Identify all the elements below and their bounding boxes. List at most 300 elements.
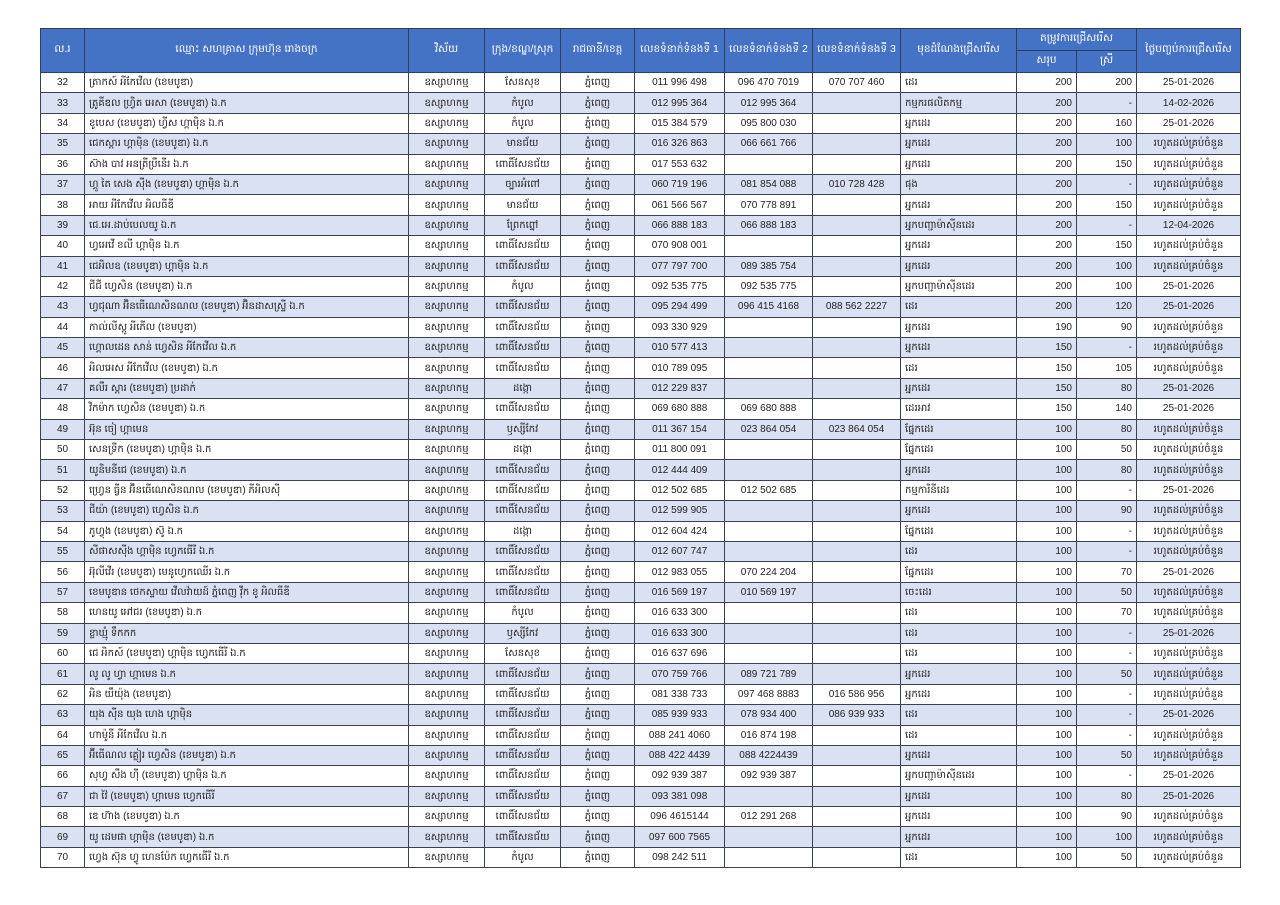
position-cell: ផុង xyxy=(901,174,1017,194)
phone-1-cell: 070 908 001 xyxy=(635,236,725,256)
deadline-cell: រហូតដល់គ្រប់ចំនួន xyxy=(1137,745,1241,765)
sector-cell: ឧស្សាហកម្ម xyxy=(409,562,485,582)
district-cell: ឫស្សីកែវ xyxy=(485,419,561,439)
province-cell: ភ្នំពេញ xyxy=(561,582,635,602)
phone-1-cell: 092 939 387 xyxy=(635,766,725,786)
table-row xyxy=(41,358,1241,378)
company-name-cell: អាយ អីកែវើល អិលធីឌី xyxy=(85,195,409,215)
female-needed-cell: 70 xyxy=(1077,603,1137,623)
phone-3-cell xyxy=(813,766,901,786)
phone-2-cell: 066 661 766 xyxy=(725,134,813,154)
row-number-cell: 48 xyxy=(41,399,85,419)
table-row xyxy=(41,256,1241,276)
row-number-cell: 70 xyxy=(41,847,85,867)
phone-2-cell: 070 778 891 xyxy=(725,195,813,215)
phone-2-cell xyxy=(725,643,813,663)
phone-2-cell xyxy=(725,460,813,480)
sector-cell: ឧស្សាហកម្ម xyxy=(409,582,485,602)
phone-2-cell xyxy=(725,786,813,806)
company-name-cell: ហ្គោលដេន សាន់ ហ្វេសិន អីកែវើល ឯ.ក xyxy=(85,338,409,358)
deadline-cell: រហូតដល់គ្រប់ចំនួន xyxy=(1137,419,1241,439)
company-name-cell: ជីជី ហ្វេសិន (ខេមបូឌា) ឯ.ក xyxy=(85,276,409,296)
sector-cell: ឧស្សាហកម្ម xyxy=(409,501,485,521)
position-cell: ផ្នែកដេរ xyxy=(901,419,1017,439)
total-needed-cell: 100 xyxy=(1017,725,1077,745)
total-needed-cell: 200 xyxy=(1017,276,1077,296)
female-needed-cell: 50 xyxy=(1077,664,1137,684)
position-cell: ដេរ xyxy=(901,643,1017,663)
row-number-cell: 38 xyxy=(41,195,85,215)
district-cell: មានជ័យ xyxy=(485,134,561,154)
province-cell: ភ្នំពេញ xyxy=(561,623,635,643)
total-needed-cell: 200 xyxy=(1017,236,1077,256)
table-row xyxy=(41,297,1241,317)
deadline-cell: រហូតដល់គ្រប់ចំនួន xyxy=(1137,807,1241,827)
female-needed-cell: 50 xyxy=(1077,745,1137,765)
total-needed-cell: 100 xyxy=(1017,460,1077,480)
row-number-cell: 59 xyxy=(41,623,85,643)
position-cell: អ្នកដេរ xyxy=(901,807,1017,827)
header-position: មុខដំណែងជ្រើសរើស xyxy=(901,29,1017,73)
position-cell: អ្នកដេរ xyxy=(901,378,1017,398)
province-cell: ភ្នំពេញ xyxy=(561,501,635,521)
total-needed-cell: 100 xyxy=(1017,643,1077,663)
row-number-cell: 65 xyxy=(41,745,85,765)
phone-2-cell: 096 415 4168 xyxy=(725,297,813,317)
phone-3-cell xyxy=(813,807,901,827)
position-cell: អ្នកដេរ xyxy=(901,664,1017,684)
company-name-cell: ហ្វេង ស៊ុន ហ្វូ ហេនប៉ែក ហ្វេកធើរី ឯ.ក xyxy=(85,847,409,867)
province-cell: ភ្នំពេញ xyxy=(561,317,635,337)
sector-cell: ឧស្សាហកម្ម xyxy=(409,297,485,317)
district-cell: ពោធិ៍សែនជ័យ xyxy=(485,460,561,480)
company-name-cell: ស៊ាង បាវ អនត្រីប្រឺនើរ ឯ.ក xyxy=(85,154,409,174)
phone-1-cell: 012 444 409 xyxy=(635,460,725,480)
company-name-cell: យុង ស៊ីន យុង ហេង ហ្គាម៉ិន xyxy=(85,705,409,725)
female-needed-cell: 90 xyxy=(1077,807,1137,827)
district-cell: ពោធិ៍សែនជ័យ xyxy=(485,480,561,500)
sector-cell: ឧស្សាហកម្ម xyxy=(409,338,485,358)
row-number-cell: 33 xyxy=(41,93,85,113)
sector-cell: ឧស្សាហកម្ម xyxy=(409,684,485,704)
phone-1-cell: 015 384 579 xyxy=(635,113,725,133)
row-number-cell: 50 xyxy=(41,440,85,460)
position-cell: អ្នកដេរ xyxy=(901,195,1017,215)
phone-3-cell xyxy=(813,562,901,582)
phone-3-cell xyxy=(813,847,901,867)
position-cell: ដេរអាវ xyxy=(901,399,1017,419)
position-cell: កម្មករផលិតកម្ម xyxy=(901,93,1017,113)
phone-1-cell: 012 604 424 xyxy=(635,521,725,541)
phone-2-cell: 078 934 400 xyxy=(725,705,813,725)
phone-3-cell xyxy=(813,501,901,521)
sector-cell: ឧស្សាហកម្ម xyxy=(409,807,485,827)
phone-2-cell: 012 502 685 xyxy=(725,480,813,500)
phone-3-cell xyxy=(813,827,901,847)
deadline-cell: រហូតដល់គ្រប់ចំនួន xyxy=(1137,725,1241,745)
district-cell: ពោធិ៍សែនជ័យ xyxy=(485,154,561,174)
female-needed-cell: - xyxy=(1077,521,1137,541)
female-needed-cell: - xyxy=(1077,541,1137,561)
phone-2-cell xyxy=(725,317,813,337)
row-number-cell: 51 xyxy=(41,460,85,480)
province-cell: ភ្នំពេញ xyxy=(561,847,635,867)
row-number-cell: 42 xyxy=(41,276,85,296)
deadline-cell: រហូតដល់គ្រប់ចំនួន xyxy=(1137,134,1241,154)
sector-cell: ឧស្សាហកម្ម xyxy=(409,93,485,113)
district-cell: ដង្កោ xyxy=(485,440,561,460)
position-cell: អ្នកបញ្ជាម៉ាស៊ីនដេរ xyxy=(901,766,1017,786)
phone-1-cell: 016 633 300 xyxy=(635,623,725,643)
phone-1-cell: 092 535 775 xyxy=(635,276,725,296)
phone-1-cell: 093 330 929 xyxy=(635,317,725,337)
phone-1-cell: 093 381 098 xyxy=(635,786,725,806)
row-number-cell: 61 xyxy=(41,664,85,684)
deadline-cell: រហូតដល់គ្រប់ចំនួន xyxy=(1137,256,1241,276)
table-row xyxy=(41,93,1241,113)
sector-cell: ឧស្សាហកម្ម xyxy=(409,745,485,765)
female-needed-cell: 100 xyxy=(1077,134,1137,154)
district-cell: មានជ័យ xyxy=(485,195,561,215)
table-row xyxy=(41,603,1241,623)
district-cell: ពោធិ៍សែនជ័យ xyxy=(485,541,561,561)
company-name-cell: យូ ដេមផា ហ្គាម៉ិន (ខេមបូឌា) ឯ.ក xyxy=(85,827,409,847)
province-cell: ភ្នំពេញ xyxy=(561,113,635,133)
table-row xyxy=(41,174,1241,194)
sector-cell: ឧស្សាហកម្ម xyxy=(409,378,485,398)
header-deadline: ថ្ងៃបញ្ចប់ការជ្រើសរើស xyxy=(1137,29,1241,73)
total-needed-cell: 200 xyxy=(1017,113,1077,133)
row-number-cell: 45 xyxy=(41,338,85,358)
company-name-cell: ខេមបូឌាន ថេកស្ទាយ វើលវ៉ាយដ៍ ភ្នំពេញ វ៉ីក ខូ អិលធីឌី xyxy=(85,582,409,602)
deadline-cell: រហូតដល់គ្រប់ចំនួន xyxy=(1137,684,1241,704)
table-row xyxy=(41,154,1241,174)
female-needed-cell: 90 xyxy=(1077,501,1137,521)
phone-3-cell xyxy=(813,154,901,174)
phone-2-cell: 081 854 088 xyxy=(725,174,813,194)
table-row xyxy=(41,236,1241,256)
table-row xyxy=(41,562,1241,582)
table-row xyxy=(41,460,1241,480)
phone-1-cell: 011 367 154 xyxy=(635,419,725,439)
company-name-cell: ខូបេស (ខេមបូឌា) ហ្វីស ហ្គាម៉ិន ឯ.ក xyxy=(85,113,409,133)
total-needed-cell: 100 xyxy=(1017,623,1077,643)
sector-cell: ឧស្សាហកម្ម xyxy=(409,134,485,154)
phone-3-cell xyxy=(813,358,901,378)
position-cell: ផ្នែកដេរ xyxy=(901,440,1017,460)
phone-2-cell: 096 470 7019 xyxy=(725,73,813,93)
deadline-cell: រហូតដល់គ្រប់ចំនួន xyxy=(1137,643,1241,663)
phone-2-cell: 097 468 8883 xyxy=(725,684,813,704)
total-needed-cell: 150 xyxy=(1017,378,1077,398)
sector-cell: ឧស្សាហកម្ម xyxy=(409,460,485,480)
district-cell: ពោធិ៍សែនជ័យ xyxy=(485,297,561,317)
phone-3-cell xyxy=(813,378,901,398)
recruitment-table xyxy=(40,28,1241,868)
phone-2-cell: 089 385 754 xyxy=(725,256,813,276)
female-needed-cell: 90 xyxy=(1077,317,1137,337)
district-cell: ពោធិ៍សែនជ័យ xyxy=(485,562,561,582)
phone-1-cell: 010 789 095 xyxy=(635,358,725,378)
phone-1-cell: 012 983 055 xyxy=(635,562,725,582)
position-cell: អ្នកដេរ xyxy=(901,501,1017,521)
province-cell: ភ្នំពេញ xyxy=(561,134,635,154)
province-cell: ភ្នំពេញ xyxy=(561,440,635,460)
phone-1-cell: 012 502 685 xyxy=(635,480,725,500)
deadline-cell: 25-01-2026 xyxy=(1137,378,1241,398)
district-cell: ពោធិ៍សែនជ័យ xyxy=(485,582,561,602)
district-cell: ពោធិ៍សែនជ័យ xyxy=(485,827,561,847)
deadline-cell: រហូតដល់គ្រប់ចំនួន xyxy=(1137,317,1241,337)
sector-cell: ឧស្សាហកម្ម xyxy=(409,174,485,194)
company-name-cell: ត្រាកស៍ អីកែវើល (ខេមបូឌា) xyxy=(85,73,409,93)
total-needed-cell: 100 xyxy=(1017,705,1077,725)
table-row xyxy=(41,786,1241,806)
phone-2-cell xyxy=(725,378,813,398)
female-needed-cell: 160 xyxy=(1077,113,1137,133)
position-cell: អ្នកដេរ xyxy=(901,154,1017,174)
deadline-cell: រហូតដល់គ្រប់ចំនួន xyxy=(1137,174,1241,194)
female-needed-cell: 80 xyxy=(1077,419,1137,439)
phone-1-cell: 069 680 888 xyxy=(635,399,725,419)
phone-2-cell xyxy=(725,236,813,256)
district-cell: ពោធិ៍សែនជ័យ xyxy=(485,338,561,358)
district-cell: កំបូល xyxy=(485,113,561,133)
province-cell: ភ្នំពេញ xyxy=(561,643,635,663)
company-name-cell: អិន យឹយ៉ុង (ខេមបូឌា) xyxy=(85,684,409,704)
total-needed-cell: 100 xyxy=(1017,501,1077,521)
company-name-cell: យូនិមនីជេ (ខេមបូឌា) ឯ.ក xyxy=(85,460,409,480)
table-row xyxy=(41,134,1241,154)
sector-cell: ឧស្សាហកម្ម xyxy=(409,154,485,174)
company-name-cell: ជា វ៉ៃ (ខេមបូឌា) ហ្គាមេន ហ្វេកធើរី xyxy=(85,786,409,806)
phone-1-cell: 010 577 413 xyxy=(635,338,725,358)
phone-3-cell xyxy=(813,460,901,480)
district-cell: ពោធិ៍សែនជ័យ xyxy=(485,317,561,337)
phone-1-cell: 061 566 567 xyxy=(635,195,725,215)
company-name-cell: ហ្វជុណា អ៊ិនធើណេសិនណល (ខេមបូឌា) អ៊ិនដាសស្រ្ទី ឯ.ក xyxy=(85,297,409,317)
table-row xyxy=(41,215,1241,235)
phone-2-cell xyxy=(725,501,813,521)
sector-cell: ឧស្សាហកម្ម xyxy=(409,643,485,663)
deadline-cell: 25-01-2026 xyxy=(1137,766,1241,786)
phone-3-cell xyxy=(813,236,901,256)
sector-cell: ឧស្សាហកម្ម xyxy=(409,73,485,93)
position-cell: ដេរ xyxy=(901,541,1017,561)
deadline-cell: 25-01-2026 xyxy=(1137,399,1241,419)
province-cell: ភ្នំពេញ xyxy=(561,664,635,684)
header-sector: វិស័យ xyxy=(409,29,485,73)
female-needed-cell: - xyxy=(1077,725,1137,745)
table-row xyxy=(41,827,1241,847)
phone-3-cell xyxy=(813,623,901,643)
header-district: ក្រុង/ខណ្ឌ/ស្រុក xyxy=(485,29,561,73)
position-cell: អ្នកដេរ xyxy=(901,317,1017,337)
row-number-cell: 54 xyxy=(41,521,85,541)
province-cell: ភ្នំពេញ xyxy=(561,807,635,827)
deadline-cell: 25-01-2026 xyxy=(1137,705,1241,725)
phone-3-cell xyxy=(813,664,901,684)
row-number-cell: 60 xyxy=(41,643,85,663)
company-name-cell: សីផាសស៊ីង ហ្គាម៉ិន ហ្វេកធើរី ឯ.ក xyxy=(85,541,409,561)
province-cell: ភ្នំពេញ xyxy=(561,766,635,786)
phone-3-cell xyxy=(813,93,901,113)
phone-3-cell xyxy=(813,582,901,602)
total-needed-cell: 100 xyxy=(1017,664,1077,684)
female-needed-cell: - xyxy=(1077,215,1137,235)
deadline-cell: រហូតដល់គ្រប់ចំនួន xyxy=(1137,847,1241,867)
position-cell: អ្នកដេរ xyxy=(901,460,1017,480)
table-row xyxy=(41,73,1241,93)
deadline-cell: 25-01-2026 xyxy=(1137,113,1241,133)
total-needed-cell: 200 xyxy=(1017,195,1077,215)
female-needed-cell: 70 xyxy=(1077,562,1137,582)
female-needed-cell: - xyxy=(1077,338,1137,358)
company-name-cell: អិលអេស អីកែវើល (ខេមបូឌា) ឯ.ក xyxy=(85,358,409,378)
total-needed-cell: 100 xyxy=(1017,603,1077,623)
company-name-cell: ហ្គូ តៃ សេង ស៊ីង (ខេមបូឌា) ហ្គាម៉ិន ឯ.ក xyxy=(85,174,409,194)
phone-1-cell: 077 797 700 xyxy=(635,256,725,276)
phone-1-cell: 016 637 696 xyxy=(635,643,725,663)
phone-2-cell xyxy=(725,521,813,541)
phone-1-cell: 096 4615144 xyxy=(635,807,725,827)
row-number-cell: 47 xyxy=(41,378,85,398)
phone-2-cell: 092 535 775 xyxy=(725,276,813,296)
phone-2-cell: 066 888 183 xyxy=(725,215,813,235)
phone-2-cell xyxy=(725,440,813,460)
company-name-cell: ហ្វ្រេន ធ្វីន អ៊ិនធើណេសិនណល (ខេមបូឌា) ភីអិលស៊ី xyxy=(85,480,409,500)
deadline-cell: 25-01-2026 xyxy=(1137,297,1241,317)
table-row xyxy=(41,399,1241,419)
phone-1-cell: 012 607 747 xyxy=(635,541,725,561)
table-row xyxy=(41,195,1241,215)
deadline-cell: រហូតដល់គ្រប់ចំនួន xyxy=(1137,154,1241,174)
table-row xyxy=(41,807,1241,827)
row-number-cell: 32 xyxy=(41,73,85,93)
company-name-cell: ជីយ៉ា (ខេមបូឌា) ហ្វេសិន ឯ.ក xyxy=(85,501,409,521)
row-number-cell: 49 xyxy=(41,419,85,439)
total-needed-cell: 100 xyxy=(1017,541,1077,561)
province-cell: ភ្នំពេញ xyxy=(561,521,635,541)
phone-3-cell xyxy=(813,195,901,215)
position-cell: អ្នកដេរ xyxy=(901,684,1017,704)
province-cell: ភ្នំពេញ xyxy=(561,358,635,378)
phone-3-cell xyxy=(813,725,901,745)
deadline-cell: 25-01-2026 xyxy=(1137,276,1241,296)
table-row xyxy=(41,501,1241,521)
phone-2-cell xyxy=(725,154,813,174)
phone-1-cell: 085 939 933 xyxy=(635,705,725,725)
company-name-cell: អ៊ីធើណល គ្លៀរ ហ្វេសិន (ខេមបូឌា) ឯ.ក xyxy=(85,745,409,765)
phone-3-cell xyxy=(813,541,901,561)
province-cell: ភ្នំពេញ xyxy=(561,174,635,194)
phone-1-cell: 088 241 4060 xyxy=(635,725,725,745)
phone-1-cell: 012 229 837 xyxy=(635,378,725,398)
phone-3-cell: 023 864 054 xyxy=(813,419,901,439)
table-row xyxy=(41,664,1241,684)
province-cell: ភ្នំពេញ xyxy=(561,603,635,623)
total-needed-cell: 190 xyxy=(1017,317,1077,337)
position-cell: ដេរ xyxy=(901,358,1017,378)
company-name-cell: កាល់លីស្តូ អីភើល (ខេមបូឌា) xyxy=(85,317,409,337)
female-needed-cell: 120 xyxy=(1077,297,1137,317)
total-needed-cell: 200 xyxy=(1017,93,1077,113)
province-cell: ភ្នំពេញ xyxy=(561,73,635,93)
sector-cell: ឧស្សាហកម្ម xyxy=(409,276,485,296)
province-cell: ភ្នំពេញ xyxy=(561,378,635,398)
position-cell: ដេរ xyxy=(901,623,1017,643)
female-needed-cell: 150 xyxy=(1077,236,1137,256)
header-phone3: លេខទំនាក់ទំនងទី 3 xyxy=(813,29,901,73)
phone-1-cell: 011 800 091 xyxy=(635,440,725,460)
row-number-cell: 34 xyxy=(41,113,85,133)
phone-2-cell xyxy=(725,338,813,358)
total-needed-cell: 200 xyxy=(1017,73,1077,93)
table-body xyxy=(41,73,1241,868)
position-cell: អ្នកដេរ xyxy=(901,786,1017,806)
header-phone2: លេខទំនាក់ទំនងទី 2 xyxy=(725,29,813,73)
province-cell: ភ្នំពេញ xyxy=(561,541,635,561)
province-cell: ភ្នំពេញ xyxy=(561,480,635,500)
row-number-cell: 64 xyxy=(41,725,85,745)
sector-cell: ឧស្សាហកម្ម xyxy=(409,419,485,439)
total-needed-cell: 100 xyxy=(1017,521,1077,541)
district-cell: ឫស្សីកែវ xyxy=(485,623,561,643)
row-number-cell: 36 xyxy=(41,154,85,174)
deadline-cell: រហូតដល់គ្រប់ចំនួន xyxy=(1137,541,1241,561)
phone-1-cell: 012 599 905 xyxy=(635,501,725,521)
company-name-cell: ហេនយូ អៅជរ (ខេមបូឌា) ឯ.ក xyxy=(85,603,409,623)
phone-1-cell: 011 996 498 xyxy=(635,73,725,93)
table-row xyxy=(41,276,1241,296)
header-phone1: លេខទំនាក់ទំនងទី 1 xyxy=(635,29,725,73)
sector-cell: ឧស្សាហកម្ម xyxy=(409,623,485,643)
position-cell: អ្នកដេរ xyxy=(901,113,1017,133)
total-needed-cell: 100 xyxy=(1017,419,1077,439)
company-name-cell: វិកម៉ាក ហ្វេសិន (ខេមបូឌា) ឯ.ក xyxy=(85,399,409,419)
phone-1-cell: 070 759 766 xyxy=(635,664,725,684)
deadline-cell: រហូតដល់គ្រប់ចំនួន xyxy=(1137,358,1241,378)
phone-3-cell xyxy=(813,399,901,419)
province-cell: ភ្នំពេញ xyxy=(561,562,635,582)
district-cell: ពោធិ៍សែនជ័យ xyxy=(485,725,561,745)
company-name-cell: ជេអិលឧ (ខេមបូឌា) ហ្គាម៉ិន ឯ.ក xyxy=(85,256,409,276)
female-needed-cell: 150 xyxy=(1077,195,1137,215)
female-needed-cell: - xyxy=(1077,174,1137,194)
province-cell: ភ្នំពេញ xyxy=(561,338,635,358)
district-cell: កំបូល xyxy=(485,276,561,296)
position-cell: ដេរ xyxy=(901,603,1017,623)
header-demand: តម្រូវការជ្រើសរើស xyxy=(1017,29,1137,51)
table-row xyxy=(41,113,1241,133)
province-cell: ភ្នំពេញ xyxy=(561,215,635,235)
company-name-cell: អ៊ុន ចៀ ហ្គាមេន xyxy=(85,419,409,439)
header-female: ស្រី xyxy=(1077,51,1137,73)
total-needed-cell: 200 xyxy=(1017,215,1077,235)
phone-2-cell xyxy=(725,847,813,867)
table-row xyxy=(41,623,1241,643)
table-row xyxy=(41,643,1241,663)
phone-1-cell: 016 569 197 xyxy=(635,582,725,602)
company-name-cell: សុហ្វ សឹង ហ៊ី (ខេមបូឌា) ហ្គាម៉ិន ឯ.ក xyxy=(85,766,409,786)
total-needed-cell: 100 xyxy=(1017,684,1077,704)
total-needed-cell: 100 xyxy=(1017,766,1077,786)
phone-3-cell: 086 939 933 xyxy=(813,705,901,725)
phone-3-cell: 010 728 428 xyxy=(813,174,901,194)
row-number-cell: 40 xyxy=(41,236,85,256)
province-cell: ភ្នំពេញ xyxy=(561,684,635,704)
female-needed-cell: 50 xyxy=(1077,440,1137,460)
